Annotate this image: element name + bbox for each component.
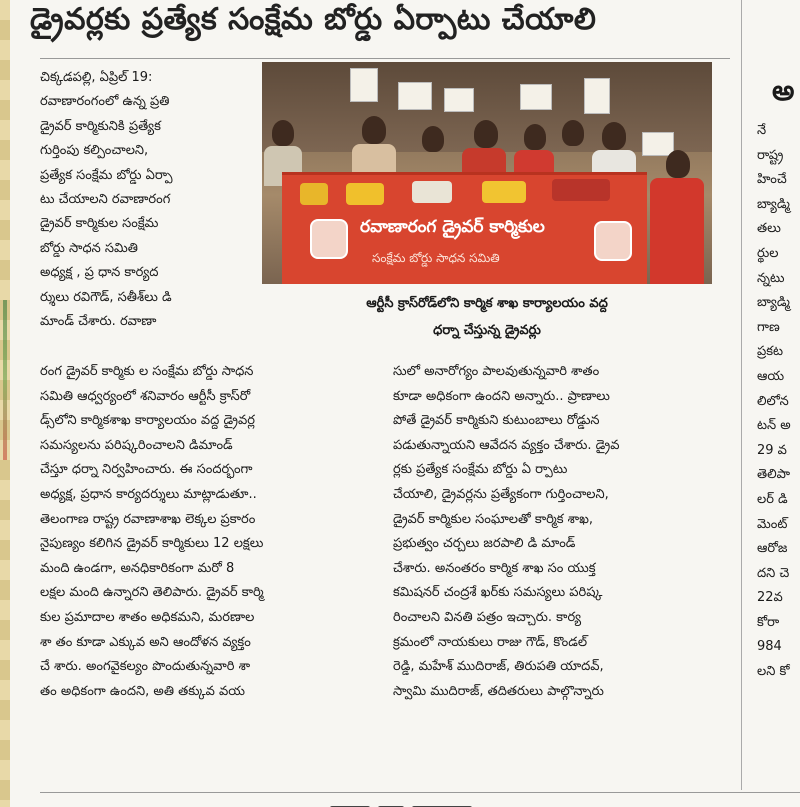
banner-title: రవాణారంగ డ్రైవర్ కార్మికుల bbox=[360, 217, 545, 237]
placard bbox=[350, 68, 378, 102]
text-line: స్వామి ముదిరాజ్, తదితరులు పాల్గొన్నారు bbox=[393, 683, 604, 699]
text-line: ఆరోజ bbox=[757, 541, 788, 557]
protester-shirt bbox=[462, 148, 506, 174]
adjacent-page-edge bbox=[0, 0, 10, 807]
text-line: లని కో bbox=[757, 664, 790, 680]
protester-shirt bbox=[352, 144, 396, 174]
text-line: ప్రకట bbox=[757, 344, 784, 360]
text-line: తం అధికంగా ఉందని, అతి తక్కువ వయ bbox=[40, 683, 245, 699]
text-line: చే శారు. అంగవైకల్యం పొందుతున్నవారి శా bbox=[40, 659, 251, 675]
text-line: టు చేయాలని రవాణారంగ bbox=[40, 192, 171, 208]
dateline: చిక్కడపల్లి, ఏప్రిల్ 19: bbox=[40, 70, 153, 85]
text-line: ప్రత్యేక సంక్షేమ బోర్డు ఏర్పా bbox=[40, 167, 173, 183]
vehicle-image bbox=[552, 179, 610, 201]
protester bbox=[602, 122, 626, 150]
photo-caption bbox=[262, 290, 712, 350]
placard bbox=[398, 82, 432, 110]
headline-rule bbox=[40, 58, 730, 59]
protester-shirt bbox=[592, 150, 636, 174]
vehicle-image bbox=[412, 181, 452, 203]
text-line: ఆయ bbox=[757, 368, 785, 384]
text-line: రాష్ట్ర bbox=[757, 147, 784, 163]
text-line: సమితి ఆధ్వర్యంలో శనివారం ఆర్టీసీ క్రాస్‌రో bbox=[40, 388, 251, 404]
text-line: ర్థుల bbox=[757, 245, 779, 261]
protester bbox=[362, 116, 386, 144]
text-line: చేశారు. అనంతరం కార్మిక శాఖ సం యుక్త bbox=[393, 560, 596, 576]
text-line: 29 వ bbox=[757, 442, 787, 458]
text-line: పడుతున్నాయని ఆవేదన వ్యక్తం చేశారు. డ్రైవ bbox=[393, 437, 620, 453]
text-line: చేస్తూ ధర్నా నిర్వహించారు. ఈ సందర్భంగా bbox=[40, 462, 253, 478]
article-headline: డ్రైవర్లకు ప్రత్యేక సంక్షేమ బోర్డు ఏర్పాటు చేయాలి bbox=[30, 2, 597, 37]
text-line: గుర్తింపు కల్పించాలని, bbox=[40, 143, 149, 159]
text-line: టన్ అ bbox=[757, 418, 791, 434]
bottom-rule bbox=[40, 792, 800, 793]
text-line: ర్శులు రవిగౌడ్, సతీశ్‌లు డి bbox=[40, 289, 172, 305]
text-line: మాండ్ చేశారు. రవాణా bbox=[40, 314, 157, 330]
text-line: డ్రైవర్ కార్మికుల సంక్షేమ bbox=[40, 216, 159, 232]
text-line: కుల ప్రమాదాల శాతం అధికమని, మరణాల bbox=[40, 609, 255, 625]
vehicle-image bbox=[300, 183, 328, 205]
text-line: డ్రైవర్ కార్మికుల సంఘాలతో కార్మిక శాఖ, bbox=[393, 511, 594, 527]
protester bbox=[562, 120, 584, 146]
text-line: రవాణారంగంలో ఉన్న ప్రతి bbox=[40, 94, 170, 110]
text-line: కోరా bbox=[757, 614, 780, 630]
text-line: లర్ డి bbox=[757, 491, 788, 507]
text-line: కూడా అధికంగా ఉందని అన్నారు.. ప్రాణాలు bbox=[393, 388, 610, 404]
text-line: న్నటు bbox=[757, 270, 785, 286]
text-line: సమస్యలను పరిష్కరించాలని డిమాండ్ bbox=[40, 437, 233, 453]
vehicle-image bbox=[482, 181, 526, 203]
article-body-col1-bottom bbox=[40, 360, 375, 790]
protester bbox=[272, 120, 294, 146]
text-line: డ్స్‌లోని కార్మికశాఖ కార్యాలయం వద్ద డ్రైవర్ల bbox=[40, 413, 255, 429]
cut-off-text-fragment bbox=[330, 797, 730, 807]
text-line: డ్రైవర్ కార్మికునికి ప్రత్యేక bbox=[40, 118, 161, 134]
protester bbox=[422, 126, 444, 152]
protester bbox=[474, 120, 498, 148]
protester bbox=[524, 124, 546, 150]
text-line: తలు bbox=[757, 221, 781, 237]
text-line: హించే bbox=[757, 172, 787, 188]
protester bbox=[666, 150, 690, 178]
text-line: చేయాలి, డ్రైవర్లను ప్రత్యేకంగా గుర్తించాలని, bbox=[393, 486, 609, 502]
text-line: కమిషనర్ చంద్రశే ఖర్‌కు సమస్యలు పరిష్క bbox=[393, 585, 603, 601]
text-line: 22వ bbox=[757, 590, 783, 606]
text-line: నే bbox=[757, 123, 767, 138]
text-line: ప్రభుత్వం చర్చలు జరపాలి డి మాండ్ bbox=[393, 536, 576, 552]
adjacent-article-headline: అ bbox=[772, 74, 795, 107]
placard bbox=[444, 88, 474, 112]
text-line: అధ్యక్ష , ప్ర ధాన కార్యద bbox=[40, 265, 159, 281]
placard bbox=[584, 78, 610, 114]
text-line: అధ్యక్ష, ప్రధాన కార్యదర్శులు మాట్లాడుతూ.. bbox=[40, 486, 257, 502]
text-line: బ్యాడ్మి bbox=[757, 295, 790, 311]
text-line: రంగ డ్రైవర్ కార్మికు ల సంక్షేమ బోర్డు సాధన bbox=[40, 364, 254, 379]
text-line: లిలోన bbox=[757, 393, 789, 409]
text-line: పోతే డ్రైవర్ కార్మికుని కుటుంబాలు రోడ్డున bbox=[393, 413, 600, 429]
news-photo bbox=[262, 62, 712, 284]
text-line: సులో అనారోగ్యం పాలవుతున్నవారి శాతం bbox=[393, 364, 600, 379]
article-body-col2 bbox=[393, 360, 723, 790]
text-line: తెలంగాణ రాష్ట్ర రవాణాశాఖ లెక్కల ప్రకారం bbox=[40, 511, 256, 527]
text-line: ర్లకు ప్రత్యేక సంక్షేమ బోర్డు ఏ ర్పాటు bbox=[393, 462, 568, 478]
article-body-col1 bbox=[40, 66, 262, 338]
protester-shirt bbox=[650, 178, 704, 284]
adjacent-article-body bbox=[757, 119, 800, 789]
text-line: శా తం కూడా ఎక్కువ అని ఆందోళన వ్యక్తం bbox=[40, 634, 251, 650]
vehicle-image bbox=[346, 183, 384, 205]
text-line: మంది ఉండగా, అనధికారికంగా మరో 8 bbox=[40, 560, 235, 576]
text-line: బోర్డు సాధన సమితి bbox=[40, 240, 138, 256]
caption-line: ధర్నా చేస్తున్న డ్రైవర్లు bbox=[433, 323, 541, 338]
protester-shirt bbox=[514, 150, 554, 174]
fist-emblem bbox=[594, 221, 632, 261]
fist-emblem bbox=[310, 219, 348, 259]
protest-banner bbox=[282, 172, 647, 284]
text-line: బ్యాడ్మి bbox=[757, 196, 790, 212]
text-line: తెలిపా bbox=[757, 467, 791, 483]
column-divider bbox=[741, 0, 742, 790]
text-line: లక్షల మంది ఉన్నారని తెలిపారు. డ్రైవర్ కార్మి bbox=[40, 585, 264, 601]
banner-subtitle: సంక్షేమ బోర్డు సాధన సమితి bbox=[372, 251, 500, 265]
text-line: రించాలని వినతి పత్రం ఇచ్చారు. కార్య bbox=[393, 609, 582, 625]
placard bbox=[520, 84, 552, 110]
text-line: నైపుణ్యం కలిగిన డ్రైవర్ కార్మికులు 12 లక్షలు bbox=[40, 536, 264, 552]
text-line: 984 bbox=[757, 639, 782, 655]
text-line: రెడ్డి, మహేశ్ ముదిరాజ్, తిరుపతి యాదవ్, bbox=[393, 659, 604, 675]
text-line: మెంట్ bbox=[757, 516, 788, 532]
text-line: క్రమంలో నాయకులు రాజు గౌడ్, కొండల్ bbox=[393, 634, 588, 650]
text-line: దని చె bbox=[757, 565, 790, 581]
caption-line: ఆర్టీసీ క్రాస్‌రోడ్‌లోని కార్మిక శాఖ కార్యాలయం వద్ద bbox=[366, 296, 608, 311]
text-line: గాణ bbox=[757, 319, 780, 335]
